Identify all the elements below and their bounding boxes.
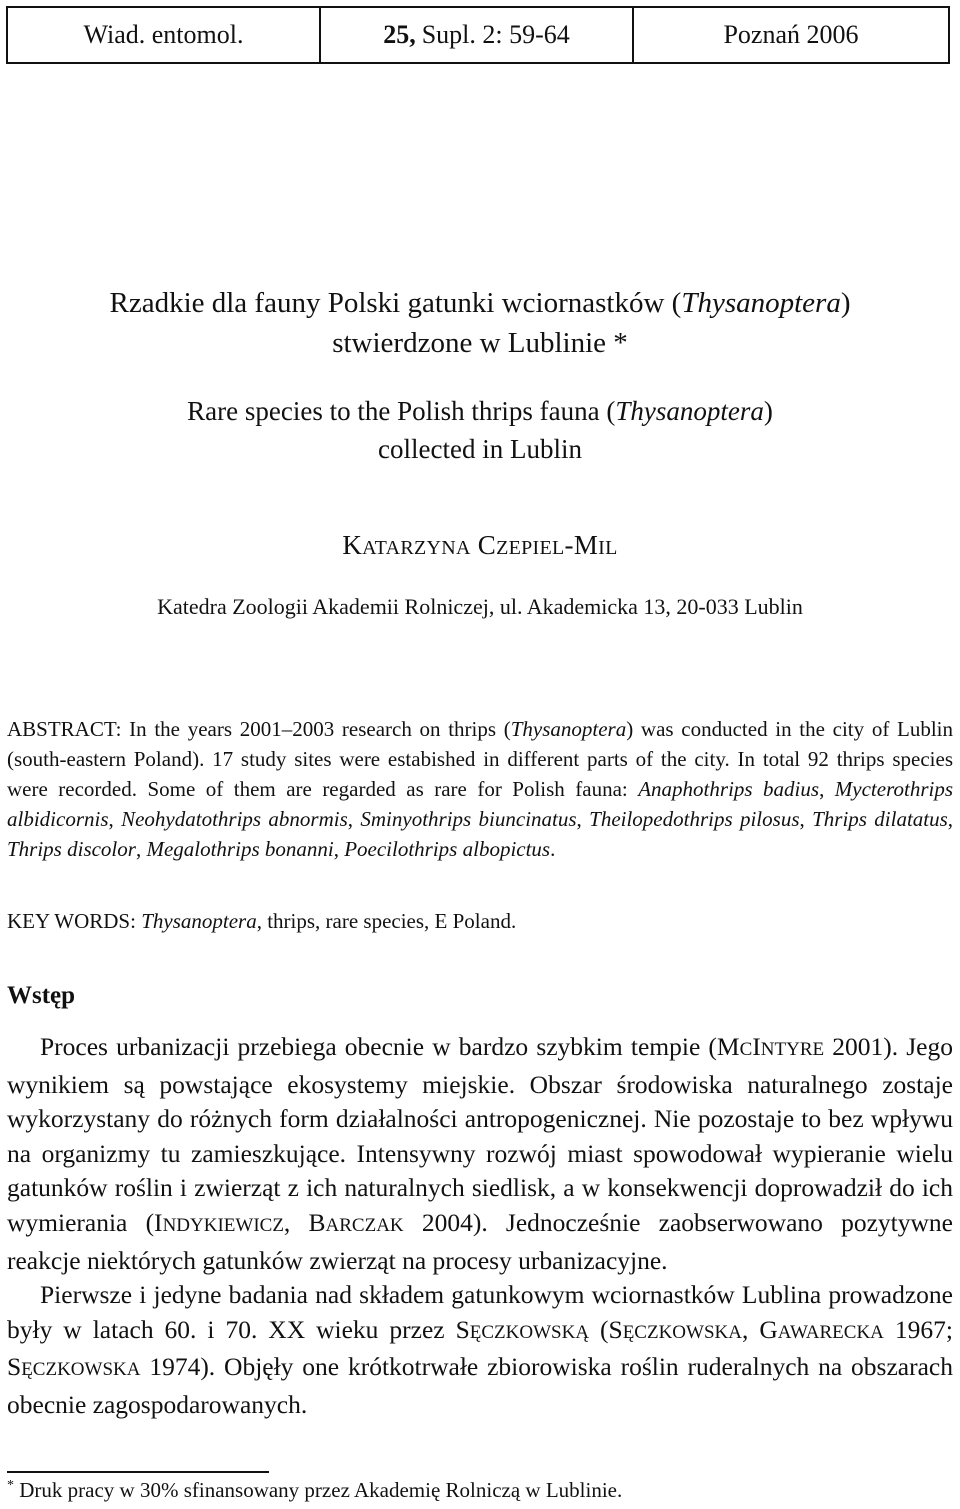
volume-issue	[321, 8, 634, 62]
issue-pages: Supl. 2: 59-64	[421, 20, 570, 49]
footnote: * Druk pracy w 30% sfinansowany przez Akademię Rolniczą w Lublinie.	[7, 1478, 623, 1502]
journal-header	[6, 6, 950, 64]
author-name: KATARZYNA CZEPIEL-MIL	[342, 530, 618, 560]
abstract: ABSTRACT: In the years 2001–2003 research on thrips (Thysanoptera) was conducted in the city of Lublin (south-eastern Poland). 17 study sites were estabished in different parts of the city. In total 92 thrips species were recorded. Some of them are regarded as rare for Polish fauna: Anaphothrips badius, Mycterothrips albidicornis, Neohydatothrips abnormis, Sminyothrips biuncinatus, Theilopedothrips pilosus, Thrips dilatatus, Thrips discolor, Megalothrips bonanni, Poecilothrips albopictus.	[7, 717, 954, 861]
footnote-divider	[7, 1471, 269, 1473]
body-text	[7, 1030, 953, 1423]
keywords: KEY WORDS: Thysanoptera, thrips, rare species, E Poland.	[7, 909, 517, 933]
journal-name: Wiad. entomol.	[8, 8, 321, 62]
place-year: Poznań 2006	[723, 20, 859, 49]
section-heading: Wstęp	[7, 982, 76, 1009]
paragraph: Pierwsze i jedyne badania nad składem gatunkowym wciornastków Lublina prowadzone były w latach 60. i 70. XX wieku przez SĘCZKOWSKĄ (SĘCZKOWSKA, GAWARECKA 1967; SĘCZKOWSKA 1974). Objęły one krótkotrwałe zbiorowiska roślin ruderalnych na obszarach obecnie zagospodarowanych.	[7, 1280, 953, 1419]
paragraph: Proces urbanizacji przebiega obecnie w bardzo szybkim tempie (MCINTYRE 2001). Jego wynikiem są powstające ekosystemy miejskie. Obszar środowiska naturalnego zostaje wykorzystany do różnych form działalności antropogenicznej. Nie pozostaje to bez wpływu na organizmy tu zamieszkujące. Intensywny rozwój miast spowodował wypieranie wielu gatunków roślin i zwierząt z ich naturalnych siedlisk, a w konsekwencji doprowadził do ich wymierania (INDYKIEWICZ, BARCZAK 2004). Jednocześnie zaobserwowano pozytywne reakcje niektórych gatunków zwierząt na procesy urbanizacyjne.	[7, 1032, 953, 1275]
title-english: Rare species to the Polish thrips fauna (Thysanoptera) collected in Lublin	[187, 396, 773, 464]
title-polish: Rzadkie dla fauny Polski gatunki wciornastków (Thysanoptera) stwierdzone w Lublinie *	[109, 287, 851, 359]
volume: 25,	[383, 20, 416, 49]
author-affiliation: Katedra Zoologii Akademii Rolniczej, ul. Akademicka 13, 20-033 Lublin	[157, 594, 803, 619]
